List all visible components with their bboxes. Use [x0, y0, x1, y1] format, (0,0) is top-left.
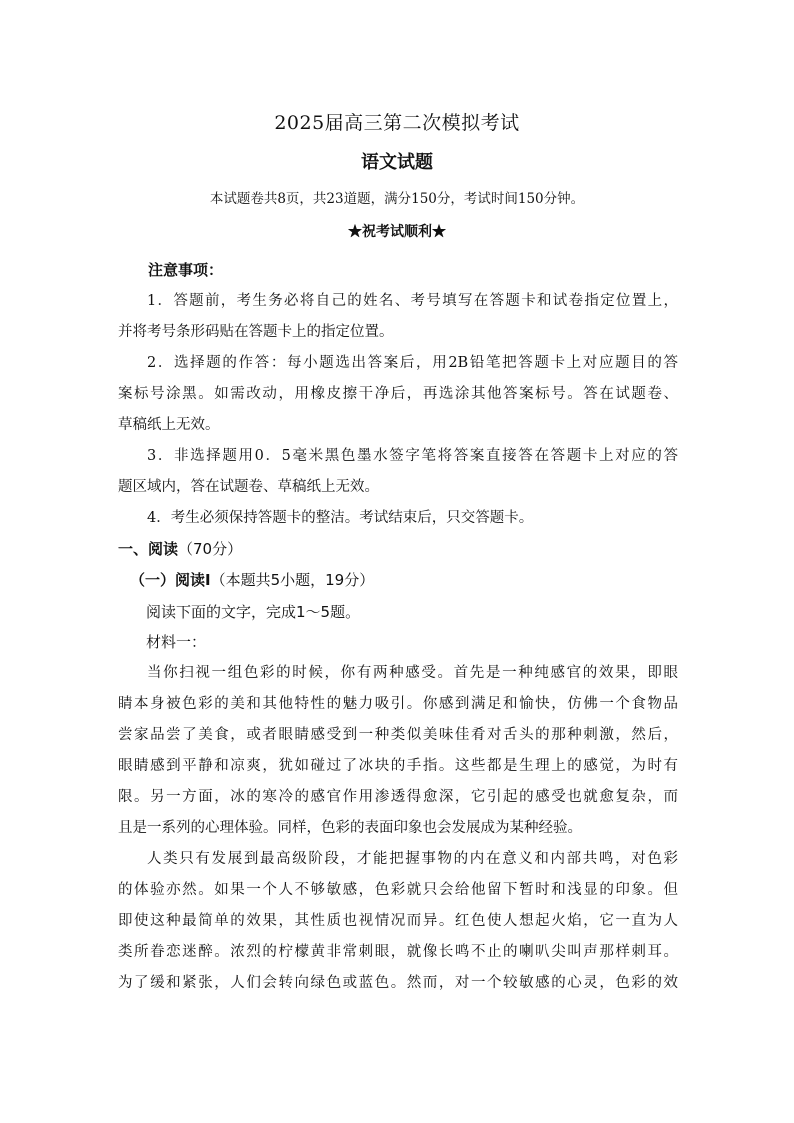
section-heading	[118, 538, 242, 559]
reading-instruction: 阅读下面的文字，完成1～5题。	[146, 603, 361, 621]
passage-line: 且是一系列的心理体验。同样，色彩的表面印象也会发展成为某种经验。	[118, 820, 582, 836]
passage-line: 类所眷恋迷醉。浓烈的柠檬黄非常刺眼，就像长鸣不止的喇叭尖叫声那样刺耳。	[118, 944, 678, 960]
passage-paragraph-2	[118, 844, 678, 999]
notice-heading: 注意事项：	[148, 261, 224, 279]
exam-info: 本试题卷共8页，共23道题，满分150分，考试时间150分钟。	[209, 191, 585, 207]
passage-line: 尝家品尝了美食，或者眼睛感受到一种类似美味佳肴对舌头的那种刺激，然后，	[118, 727, 678, 743]
notice-line: 草稿纸上无效。	[118, 417, 220, 433]
passage-line: 的体验亦然。如果一个人不够敏感，色彩就只会给他留下暂时和浅显的印象。但	[118, 882, 678, 898]
section-heading-label: 一、阅读	[118, 540, 179, 558]
exam-subtitle: 语文试题	[361, 152, 433, 173]
good-luck-line: ★祝考试顺利★	[348, 224, 446, 240]
notice-line: 并将考号条形码贴在答题卡上的指定位置。	[118, 324, 394, 340]
sub-heading-note: （本题共5小题，19分）	[210, 571, 375, 589]
sub-heading-label: （一）阅读Ⅰ	[130, 571, 211, 589]
notice-item-1	[118, 286, 678, 348]
passage-line: 当你扫视一组色彩的时候，你有两种感受。首先是一种纯感官的效果，即眼	[147, 665, 678, 681]
passage-line: 眼睛感到平静和凉爽，犹如碰过了冰块的手指。这些都是生理上的感觉，为时有	[118, 758, 678, 774]
material-label: 材料一：	[146, 633, 207, 651]
passage-paragraph-1	[118, 658, 678, 844]
notice-item-4	[118, 503, 678, 534]
notice-line: 2．选择题的作答：每小题选出答案后，用2B铅笔把答题卡上对应题目的答	[147, 355, 678, 371]
notice-line: 3．非选择题用0．5毫米黑色墨水签字笔将答案直接答在答题卡上对应的答	[147, 448, 678, 464]
notice-item-2	[118, 348, 678, 441]
passage-line: 人类只有发展到最高级阶段，才能把握事物的内在意义和内部共鸣，对色彩	[147, 851, 678, 867]
passage-line: 即使这种最简单的效果，其性质也视情况而异。红色使人想起火焰，它一直为人	[118, 913, 678, 929]
sub-heading	[130, 569, 374, 590]
notice-line: 1．答题前，考生务必将自己的姓名、考号填写在答题卡和试卷指定位置上，	[147, 293, 678, 309]
notice-line: 题区域内，答在试题卷、草稿纸上无效。	[118, 479, 379, 495]
notice-item-3	[118, 441, 678, 503]
passage-line: 睛本身被色彩的美和其他特性的魅力吸引。你感到满足和愉快，仿佛一个食物品	[118, 696, 678, 712]
notice-line: 4．考生必须保持答题卡的整洁。考试结束后，只交答题卡。	[147, 510, 534, 526]
passage-line: 限。另一方面，冰的寒冷的感官作用渗透得愈深，它引起的感受也就愈复杂，而	[118, 789, 678, 805]
exam-title: 2025届高三第二次模拟考试	[274, 112, 520, 134]
notice-line: 案标号涂黑。如需改动，用橡皮擦干净后，再选涂其他答案标号。答在试题卷、	[118, 386, 678, 402]
passage-line: 为了缓和紧张，人们会转向绿色或蓝色。然而，对一个较敏感的心灵，色彩的效	[118, 975, 678, 991]
section-heading-score: （70分）	[178, 540, 243, 558]
